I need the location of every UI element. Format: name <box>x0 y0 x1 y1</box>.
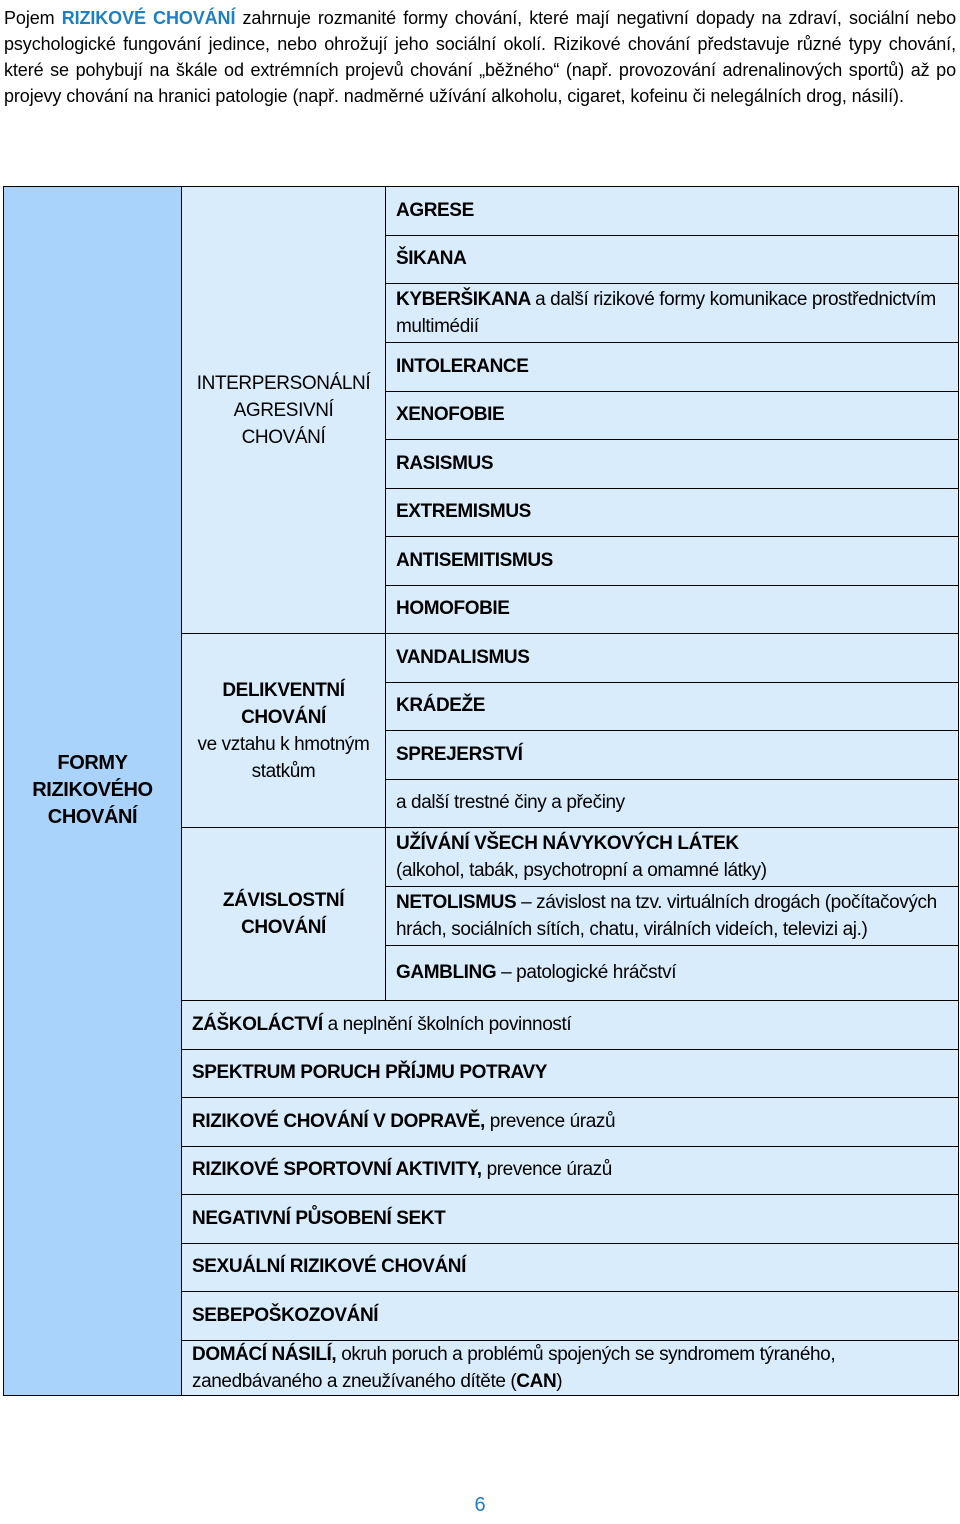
item-sexualni-label: SEXUÁLNÍ RIZIKOVÉ CHOVÁNÍ <box>192 1256 466 1278</box>
group-dependent-label: ZÁVISLOSTNÍ CHOVÁNÍ <box>222 890 345 938</box>
item-xenofobie-label: XENOFOBIE <box>396 404 505 426</box>
intro-paragraph <box>4 5 956 109</box>
item-netolismus <box>386 887 959 946</box>
item-extremismus <box>386 488 959 537</box>
group-interpersonal-label: INTERPERSONÁLNÍ AGRESIVNÍ CHOVÁNÍ <box>196 372 371 448</box>
item-domaci-can: CAN <box>516 1370 557 1392</box>
item-sport <box>182 1146 959 1195</box>
item-agrese-label: AGRESE <box>396 199 474 221</box>
item-kybersikana-label: KYBERŠIKANA <box>396 289 531 310</box>
item-navykove-note: (alkohol, tabák, psychotropní a omamné látky) <box>396 860 767 881</box>
intro-highlight: RIZIKOVÉ CHOVÁNÍ <box>61 8 236 28</box>
item-navykove-latky <box>386 828 959 887</box>
group-dependent <box>182 828 386 1001</box>
item-zaskolactvi <box>182 1001 959 1050</box>
item-doprava-note: prevence úrazů <box>489 1110 616 1132</box>
item-prijem-potravy-label: SPEKTRUM PORUCH PŘÍJMU POTRAVY <box>192 1062 548 1084</box>
item-prijem-potravy <box>182 1049 959 1098</box>
item-sikana <box>386 235 959 284</box>
item-sikana-label: ŠIKANA <box>396 248 467 270</box>
item-domaci-close: ) <box>556 1370 563 1392</box>
item-rasismus <box>386 440 959 489</box>
item-sport-label: RIZIKOVÉ SPORTOVNÍ AKTIVITY, <box>192 1159 482 1181</box>
item-domaci-note: okruh poruch a problémů spojených se syndromem týraného, zanedbávaného a zneužívaného dítěte ( <box>192 1343 836 1392</box>
item-dalsi-label: a další trestné činy a přečiny <box>396 792 625 814</box>
group-delinquent-note: ve vztahu k hmotným statkům <box>197 733 370 782</box>
item-sebeposkozovani <box>182 1292 959 1341</box>
item-kradeze-label: KRÁDEŽE <box>396 695 486 717</box>
root-cell <box>4 187 182 1396</box>
item-intolerance-label: INTOLERANCE <box>396 355 529 377</box>
root-label: FORMY RIZIKOVÉHO CHOVÁNÍ <box>32 752 153 829</box>
item-sexualni <box>182 1243 959 1292</box>
page-number: 6 <box>474 1494 486 1516</box>
item-vandalismus <box>386 634 959 683</box>
item-kybersikana-note: a další rizikové formy komunikace prostřednictvím multimédií <box>396 289 936 337</box>
item-netolismus-note: – závislost na tzv. virtuálních drogách (počítačových hrách, sociálních sítích, chatu, virálních videích, televizi aj.) <box>396 892 937 940</box>
item-zaskolactvi-note: a neplnění školních povinností <box>327 1013 572 1035</box>
item-rasismus-label: RASISMUS <box>396 452 494 474</box>
item-sekty-label: NEGATIVNÍ PŮSOBENÍ SEKT <box>192 1207 446 1229</box>
item-homofobie <box>386 585 959 634</box>
risk-behaviour-table <box>3 186 959 1396</box>
item-sekty <box>182 1195 959 1244</box>
item-homofobie-label: HOMOFOBIE <box>396 598 510 620</box>
item-kybersikana <box>386 284 959 343</box>
item-sprejerstvi-label: SPREJERSTVÍ <box>396 743 523 765</box>
item-netolismus-label: NETOLISMUS <box>396 892 517 913</box>
item-vandalismus-label: VANDALISMUS <box>396 646 530 668</box>
item-kradeze <box>386 682 959 731</box>
item-doprava-label: RIZIKOVÉ CHOVÁNÍ V DOPRAVĚ, <box>192 1110 485 1132</box>
item-antisemitismus-label: ANTISEMITISMUS <box>396 549 553 571</box>
item-intolerance <box>386 343 959 392</box>
group-delinquent <box>182 634 386 828</box>
item-sport-note: prevence úrazů <box>486 1159 612 1181</box>
intro-lead: Pojem <box>4 8 55 28</box>
item-gambling <box>386 946 959 1001</box>
item-gambling-note: – patologické hráčství <box>501 962 677 983</box>
group-interpersonal <box>182 187 386 634</box>
item-gambling-label: GAMBLING <box>396 962 497 983</box>
item-domaci-label: DOMÁCÍ NÁSILÍ, <box>192 1343 337 1365</box>
item-zaskolactvi-label: ZÁŠKOLÁCTVÍ <box>192 1013 323 1035</box>
item-sprejerstvi <box>386 731 959 780</box>
item-dalsi-trestne-ciny <box>386 779 959 828</box>
item-xenofobie <box>386 391 959 440</box>
item-domaci-nasili <box>182 1340 959 1395</box>
item-navykove-label: UŽÍVÁNÍ VŠECH NÁVYKOVÝCH LÁTEK <box>396 833 739 854</box>
item-doprava <box>182 1098 959 1147</box>
group-delinquent-label: DELIKVENTNÍ CHOVÁNÍ <box>222 679 345 728</box>
intro-rest: zahrnuje rozmanité formy chování, které mají negativní dopady na zdraví, sociální nebo psychologické fungování jedince, nebo ohrožují jeho sociální okolí. Rizikové chování představuje různé typy chování, které se pohybují na škále od extrémních projevů chování „běžného“ (např. provozování adrenalinových sportů) až po projevy chování na hranici patologie (např. nadměrné užívání alkoholu, cigaret, kofeinu či nelegálních drog, násilí). <box>4 8 957 106</box>
item-agrese <box>386 187 959 236</box>
item-sebeposkozovani-label: SEBEPOŠKOZOVÁNÍ <box>192 1304 379 1326</box>
item-extremismus-label: EXTREMISMUS <box>396 501 531 523</box>
item-antisemitismus <box>386 537 959 586</box>
